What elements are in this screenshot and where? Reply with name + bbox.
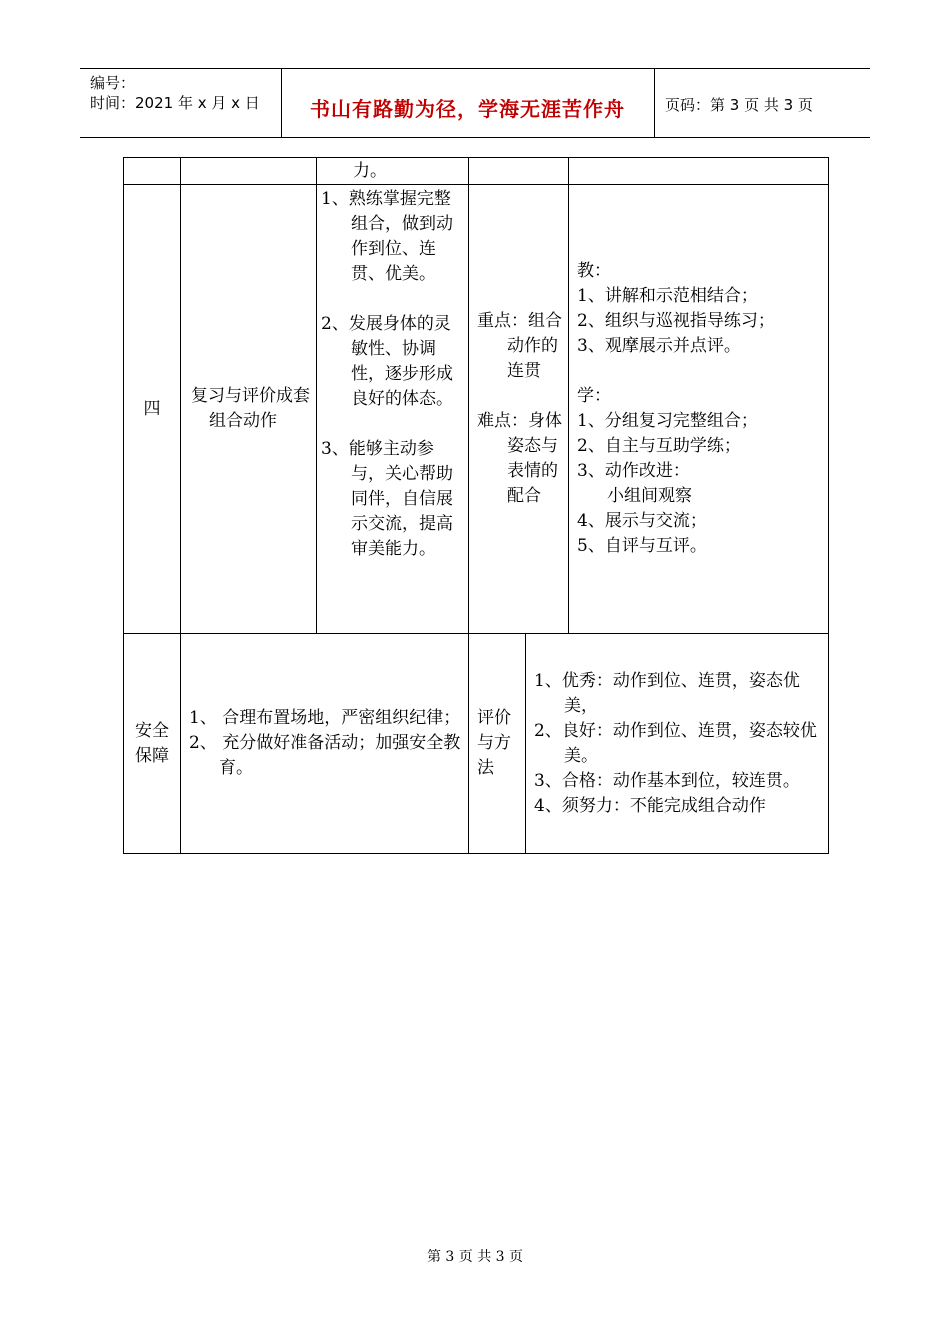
teach-item: 1、讲解和示范相结合； (577, 286, 758, 306)
learn-item: 4、展示与交流； (577, 511, 707, 531)
header-info-cell (80, 69, 282, 137)
evaluation-item: 2、良好：动作到位、连贯，姿态较优美。 (534, 720, 817, 766)
continued-row (124, 158, 829, 185)
lesson-table (123, 157, 829, 854)
evaluation-item: 1、优秀：动作到位、连贯，姿态优美， (534, 670, 800, 716)
evaluation-label: 评价与方法 (469, 634, 526, 854)
learn-subitem: 小组间观察 (607, 486, 692, 506)
learn-label: 学： (577, 386, 611, 406)
spacer (321, 412, 454, 437)
methods-cell (569, 185, 829, 634)
time-label: 时间：2021 年 x 月 x 日 (90, 94, 260, 112)
goal-item: 3、能够主动参与，关心帮助同伴，自信展示交流，提高审美能力。 (321, 439, 453, 559)
safety-item: 2、 充分做好准备活动；加强安全教育。 (189, 733, 461, 778)
difficulty: 难点：身体姿态与表情的配合 (477, 411, 562, 506)
cell-empty (569, 158, 829, 185)
safety-row (124, 634, 829, 854)
header-motto-cell (281, 69, 655, 137)
learn-item: 1、分组复习完整组合； (577, 411, 758, 431)
spacer (577, 359, 822, 384)
goal-continuation: 力。 (317, 158, 469, 185)
evaluation-item: 4、须努力：不能完成组合动作 (534, 795, 766, 816)
goal-item: 2、发展身体的灵敏性、协调性，逐步形成良好的体态。 (321, 314, 453, 409)
header-page-cell (655, 69, 870, 137)
goal-item: 1、熟练掌握完整组合，做到动作到位、连贯、优美。 (321, 189, 453, 284)
motto: 书山有路勤为径，学海无涯苦作舟 (310, 97, 625, 121)
page-footer: 第 3 页 共 3 页 (426, 1249, 524, 1265)
key-point: 重点：组合动作的连贯 (477, 311, 562, 381)
section-number: 四 (124, 185, 181, 634)
teach-item: 3、观摩展示并点评。 (577, 336, 741, 356)
section-goals (317, 185, 469, 634)
number-label: 编号： (90, 74, 136, 92)
safety-item: 1、 合理布置场地，严密组织纪律； (189, 708, 461, 728)
learn-item: 5、自评与互评。 (577, 536, 707, 556)
safety-items (181, 634, 469, 854)
cell-empty (469, 158, 569, 185)
evaluation-item: 3、合格：动作基本到位，较连贯。 (534, 770, 800, 791)
spacer (321, 287, 454, 312)
safety-label: 安全保障 (124, 634, 181, 854)
cell-empty (181, 158, 317, 185)
section-content (181, 185, 317, 634)
key-difficulty-cell (469, 185, 569, 634)
spacer (477, 384, 564, 409)
learn-item: 3、动作改进： (577, 461, 690, 481)
section-row (124, 185, 829, 634)
section-content-text: 复习与评价成套组合动作 (191, 386, 310, 431)
evaluation-items (526, 634, 829, 854)
page-info: 页码：第 3 页 共 3 页 (665, 96, 813, 114)
teach-label: 教： (577, 261, 611, 281)
cell-empty (124, 158, 181, 185)
page-header (80, 68, 870, 138)
teach-item: 2、组织与巡视指导练习； (577, 311, 775, 331)
learn-item: 2、自主与互助学练； (577, 436, 741, 456)
